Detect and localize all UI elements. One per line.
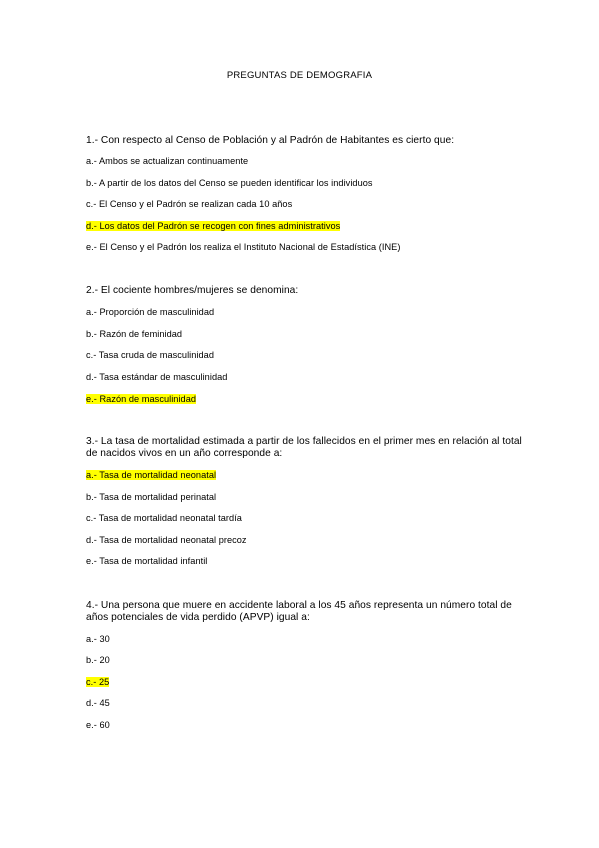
question-3-option-a	[86, 470, 216, 481]
question-2-option-a: a.- Proporción de masculinidad	[86, 307, 215, 317]
question-1-option-b: b.- A partir de los datos del Censo se pueden identificar los individuos	[86, 178, 373, 188]
question-3-option-d: d.- Tasa de mortalidad neonatal precoz	[86, 535, 247, 545]
answer-highlight: d.- Los datos del Padrón se recogen con fines administrativos	[86, 221, 341, 231]
answer-highlight: a.- Tasa de mortalidad neonatal	[86, 470, 217, 480]
question-4-option-e: e.- 60	[86, 720, 110, 730]
question-1-option-c: c.- El Censo y el Padrón se realizan cada 10 años	[86, 199, 293, 209]
question-4-option-a: a.- 30	[86, 634, 110, 644]
question-2-option-e	[86, 394, 196, 405]
question-4-option-d: d.- 45	[86, 698, 110, 708]
page-title: PREGUNTAS DE DEMOGRAFIA	[226, 70, 373, 81]
answer-highlight: e.- Razón de masculinidad	[86, 394, 197, 404]
question-1-option-a: a.- Ambos se actualizan continuamente	[86, 156, 249, 166]
question-4-text: 4.- Una persona que muere en accidente laboral a los 45 años representa un número total de años potenciales de vida perdido (APVP) igual a:	[86, 600, 512, 623]
question-1-option-e: e.- El Censo y el Padrón los realiza el Instituto Nacional de Estadística (INE)	[86, 242, 401, 252]
question-4-option-c	[86, 677, 109, 688]
question-2-option-b: b.- Razón de feminidad	[86, 329, 183, 339]
question-3-text: 3.- La tasa de mortalidad estimada a partir de los fallecidos en el primer mes en relación al total de nacidos vivos en un año corresponde a:	[86, 436, 522, 459]
question-2-text: 2.- El cociente hombres/mujeres se denomina:	[86, 285, 299, 296]
question-2-option-d: d.- Tasa estándar de masculinidad	[86, 372, 228, 382]
question-2-option-c: c.- Tasa cruda de masculinidad	[86, 350, 214, 360]
question-1-option-d	[86, 221, 340, 232]
question-3-option-b: b.- Tasa de mortalidad perinatal	[86, 492, 217, 502]
question-4-option-b: b.- 20	[86, 655, 110, 665]
question-3-option-c: c.- Tasa de mortalidad neonatal tardía	[86, 513, 242, 523]
answer-highlight: c.- 25	[86, 677, 110, 687]
question-3-option-e: e.- Tasa de mortalidad infantil	[86, 556, 208, 566]
question-1-text: 1.- Con respecto al Censo de Población y al Padrón de Habitantes es cierto que:	[86, 135, 455, 146]
